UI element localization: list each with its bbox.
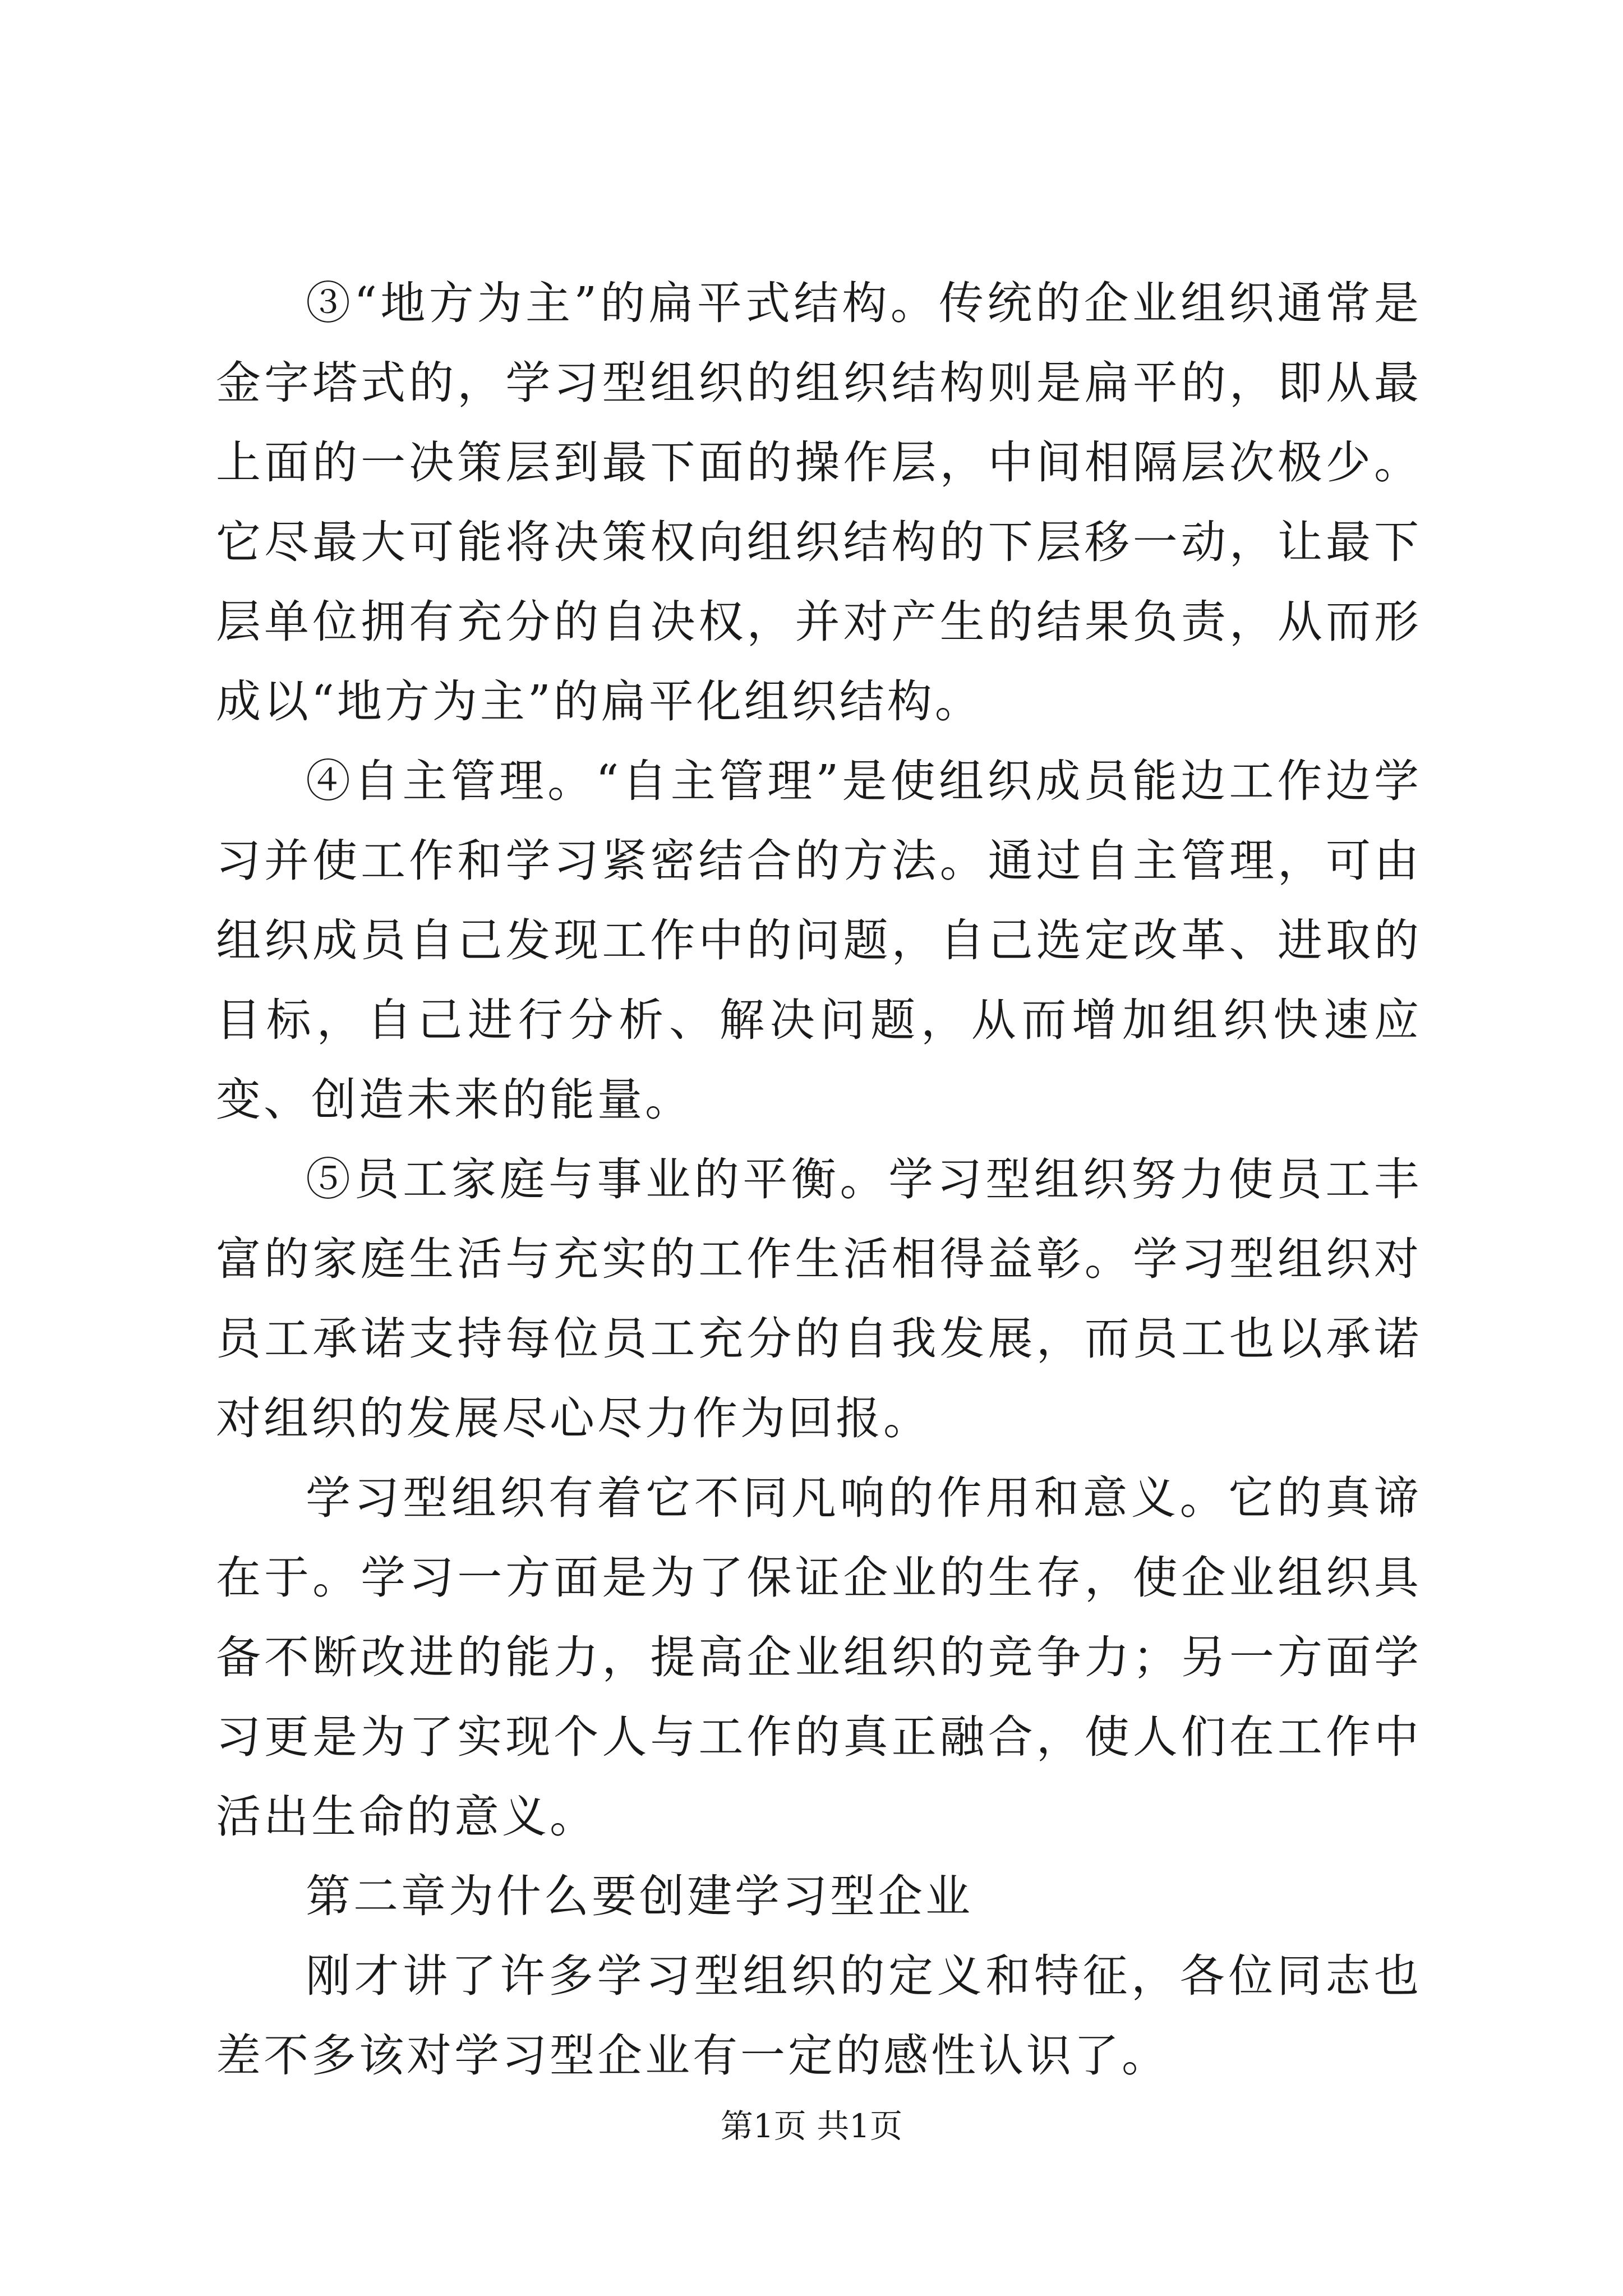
page-footer: 第1页 共1页 xyxy=(720,2107,903,2145)
paragraph-flat-structure: ③“地方为主”的扁平式结构。传统的企业组织通常是金字塔式的，学习型组织的组织结构则是扁平的，即从最上面的一决策层到最下面的操作层，中间相隔层次极少。它尽最大可能将决策权向组织结构的下层移一动，让最下层单位拥有充分的自决权，并对产生的结果负责，从而形成以“地方为主”的扁平化组织结构。 xyxy=(216,277,1422,728)
paragraph-closing: 刚才讲了许多学习型组织的定义和特征，各位同志也差不多该对学习型企业有一定的感性认识了。 xyxy=(216,1950,1422,2082)
paragraph-work-life-balance: ⑤员工家庭与事业的平衡。学习型组织努力使员工丰富的家庭生活与充实的工作生活相得益彰。学习型组织对员工承诺支持每位员工充分的自我发展，而员工也以承诺对组织的发展尽心尽力作为回报。 xyxy=(216,1153,1422,1444)
paragraph-significance: 学习型组织有着它不同凡响的作用和意义。它的真谛在于。学习一方面是为了保证企业的生存，使企业组织具备不断改进的能力，提高企业组织的竞争力；另一方面学习更是为了实现个人与工作的真正融合，使人们在工作中活出生命的意义。 xyxy=(216,1472,1422,1843)
document-body xyxy=(216,264,1422,2096)
paragraph-self-management: ④自主管理。“自主管理”是使组织成员能边工作边学习并使工作和学习紧密结合的方法。通过自主管理，可由组织成员自己发现工作中的问题，自己选定改革、进取的目标，自己进行分析、解决问题，从而增加组织快速应变、创造未来的能量。 xyxy=(216,755,1422,1126)
chapter-heading: 第二章为什么要创建学习型企业 xyxy=(306,1870,973,1922)
